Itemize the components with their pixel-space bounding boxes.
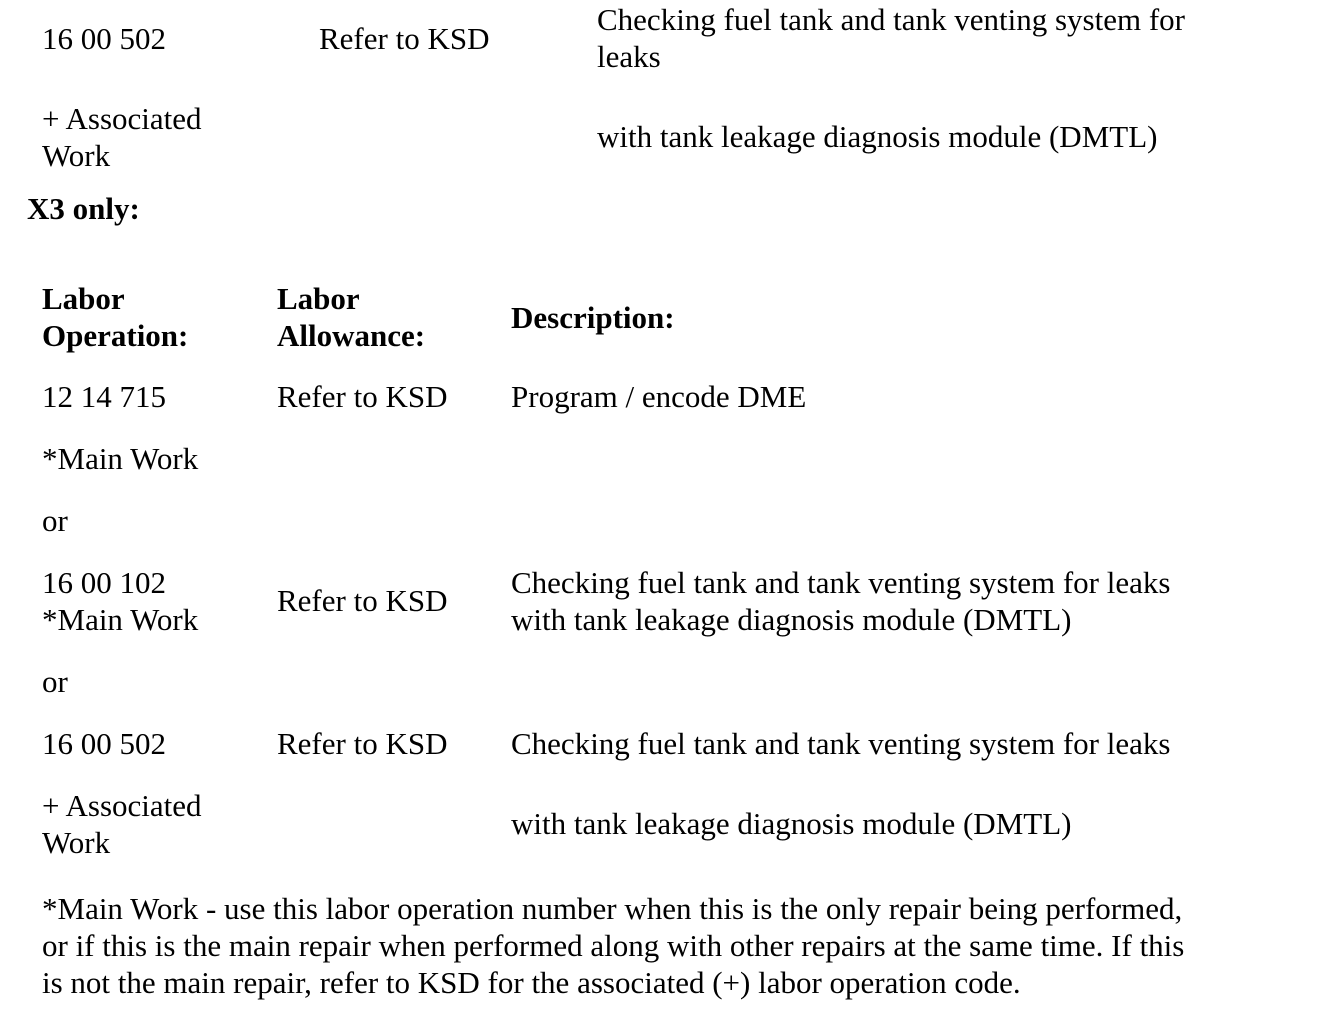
description-cell: with tank leakage diagnosis module (DMTL): [597, 119, 1158, 154]
header-description: Description:: [511, 300, 675, 335]
header-labor-operation-line1: Labor: [42, 281, 125, 316]
description-cell-line1: Checking fuel tank and tank venting system for: [597, 2, 1186, 37]
table-row-main-work: *Main Work: [42, 441, 199, 476]
labor-operation-cell: 16 00 502: [42, 21, 166, 56]
footnote-line2: or if this is the main repair when performed along with other repairs at the same time. If this: [42, 928, 1185, 963]
table-row-description-line2: with tank leakage diagnosis module (DMTL): [511, 602, 1072, 637]
table-row-description: Checking fuel tank and tank venting system for leaks: [511, 726, 1171, 761]
footnote-line3: is not the main repair, refer to KSD for the associated (+) labor operation code.: [42, 965, 1021, 1000]
header-labor-allowance-line2: Allowance:: [277, 318, 426, 353]
labor-allowance-cell: Refer to KSD: [319, 21, 490, 56]
table-row-operation-line1: 16 00 102: [42, 565, 166, 600]
table-row-or: or: [42, 664, 68, 699]
header-labor-operation-line2: Operation:: [42, 318, 189, 353]
footnote-line1: *Main Work - use this labor operation number when this is the only repair being performed,: [42, 891, 1183, 926]
table-row-or: or: [42, 503, 68, 538]
table-row-description-line1: Checking fuel tank and tank venting system for leaks: [511, 565, 1171, 600]
associated-work-line2: Work: [42, 138, 111, 173]
table-row-description: Program / encode DME: [511, 379, 807, 414]
table-row-allowance: Refer to KSD: [277, 726, 448, 761]
description-cell-line2: leaks: [597, 39, 661, 74]
table-row-allowance: Refer to KSD: [277, 583, 448, 618]
table-row-operation: 12 14 715: [42, 379, 166, 414]
associated-work-line1: + Associated: [42, 101, 202, 136]
header-labor-allowance-line1: Labor: [277, 281, 360, 316]
table-row-operation-line1: + Associated: [42, 788, 202, 823]
table-row-description: with tank leakage diagnosis module (DMTL): [511, 806, 1072, 841]
table-row-operation: 16 00 502: [42, 726, 166, 761]
table-row-allowance: Refer to KSD: [277, 379, 448, 414]
table-row-operation-line2: Work: [42, 825, 111, 860]
table-row-operation-line2: *Main Work: [42, 602, 199, 637]
section-heading: X3 only:: [27, 191, 140, 226]
